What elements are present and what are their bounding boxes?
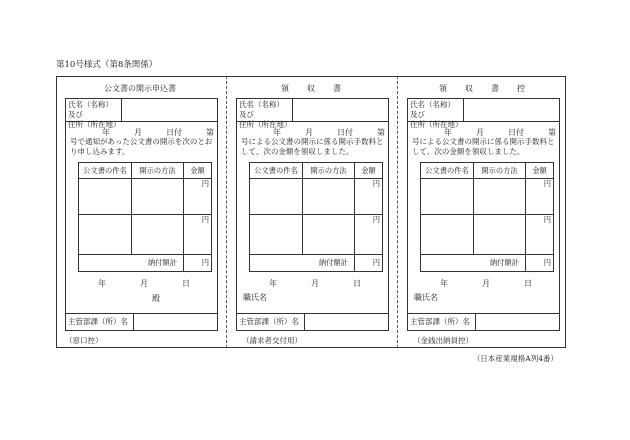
- col-header-method: 開示の方法: [132, 163, 184, 179]
- table-cell: [303, 215, 355, 255]
- day-label: 日: [353, 279, 361, 288]
- name-address-label: 氏名（名称）及び 住所（所在地）: [239, 100, 292, 129]
- body-text: 号で通知があった公文書の開示を次のとおり申し込みます。: [70, 137, 213, 156]
- body-text: 号による公文書の開示に係る開示手数料として、次の金額を領収しました。: [241, 137, 384, 156]
- month-label: 月: [305, 128, 313, 137]
- table-cell: [474, 215, 526, 255]
- yen-label: 円: [372, 258, 380, 267]
- yen-label: 円: [355, 215, 382, 255]
- total-label: 納付額計: [79, 255, 184, 271]
- month-label: 月: [311, 279, 319, 288]
- panel-receipt-copy: [407, 98, 560, 331]
- table-cell: [421, 215, 474, 255]
- month-label: 月: [134, 128, 142, 137]
- col-header-doc: 公文書の件名: [250, 163, 303, 179]
- year-label: 年: [440, 279, 448, 288]
- cut-line-1: [226, 76, 227, 348]
- name-address-label: 氏名（名称）及び 住所（所在地）: [410, 100, 463, 129]
- yen-label: 円: [355, 179, 382, 215]
- table-cell: [303, 179, 355, 215]
- col-header-amount: 金額: [355, 163, 382, 179]
- table-cell: [79, 179, 132, 215]
- name-address-row: [66, 99, 217, 129]
- table-cell: [474, 179, 526, 215]
- day-label: 日付: [166, 128, 182, 137]
- fee-table: [249, 162, 383, 272]
- yen-label: 円: [184, 215, 211, 255]
- number-label: 第: [548, 128, 556, 137]
- fee-table: [78, 162, 212, 272]
- dept-row: [237, 313, 388, 330]
- col-header-doc: 公文書の件名: [421, 163, 474, 179]
- official-name-label: 職氏名: [243, 293, 267, 302]
- cut-line-2: [397, 76, 398, 348]
- col-header-method: 開示の方法: [303, 163, 355, 179]
- panel-application: [65, 98, 218, 331]
- dept-label: 主管部課（所）名: [66, 314, 134, 330]
- paper-size-note: （日本産業規格A列4番）: [472, 354, 558, 363]
- name-address-label: 氏名（名称）及び 住所（所在地）: [68, 100, 121, 129]
- dept-row: [66, 313, 217, 330]
- panel-note: （窓口控）: [65, 336, 103, 345]
- day-label: 日: [524, 279, 532, 288]
- dept-label: 主管部課（所）名: [408, 314, 476, 330]
- col-header-doc: 公文書の件名: [79, 163, 132, 179]
- yen-label: 円: [526, 179, 553, 215]
- col-header-method: 開示の方法: [474, 163, 526, 179]
- day-label: 日付: [508, 128, 524, 137]
- table-cell: [79, 215, 132, 255]
- panel-note: （金銭出納員控）: [413, 336, 473, 345]
- yen-label: 円: [184, 179, 211, 215]
- year-label: 年: [444, 128, 452, 137]
- body-text: 号による公文書の開示に係る開示手数料として、次の金額を領収しました。: [412, 137, 555, 156]
- total-label: 納付額計: [421, 255, 526, 271]
- total-label: 納付額計: [250, 255, 355, 271]
- panel-note: （請求者交付用）: [242, 336, 302, 345]
- month-label: 月: [476, 128, 484, 137]
- table-cell: [421, 179, 474, 215]
- issue-date-line: [440, 278, 532, 289]
- issue-date-line: [269, 278, 361, 289]
- yen-label: 円: [201, 258, 209, 267]
- form-title: 第10号様式（第8条関係）: [56, 60, 158, 70]
- col-header-amount: 金額: [184, 163, 211, 179]
- year-label: 年: [273, 128, 281, 137]
- panel-title-receipt: 領収書: [281, 84, 359, 93]
- name-address-row: [408, 99, 559, 129]
- day-label: 日付: [337, 128, 353, 137]
- month-label: 月: [482, 279, 490, 288]
- dept-row: [408, 313, 559, 330]
- yen-label: 円: [526, 215, 553, 255]
- yen-label: 円: [543, 258, 551, 267]
- year-label: 年: [269, 279, 277, 288]
- panel-title-application: 公文書の開示申込書: [104, 84, 176, 93]
- official-name-label: 職氏名: [414, 293, 438, 302]
- table-cell: [132, 179, 184, 215]
- name-address-row: [237, 99, 388, 129]
- year-label: 年: [98, 279, 106, 288]
- table-cell: [250, 215, 303, 255]
- number-label: 第: [206, 128, 214, 137]
- number-label: 第: [377, 128, 385, 137]
- dept-label: 主管部課（所）名: [237, 314, 305, 330]
- issue-date-line: [98, 278, 190, 289]
- table-cell: [250, 179, 303, 215]
- year-label: 年: [102, 128, 110, 137]
- table-cell: [132, 215, 184, 255]
- panel-receipt: [236, 98, 389, 331]
- day-label: 日: [182, 279, 190, 288]
- month-label: 月: [140, 279, 148, 288]
- addressee-text: 殿: [152, 294, 160, 303]
- col-header-amount: 金額: [526, 163, 553, 179]
- panel-title-receipt-copy: 領収書控: [439, 84, 543, 93]
- fee-table: [420, 162, 554, 272]
